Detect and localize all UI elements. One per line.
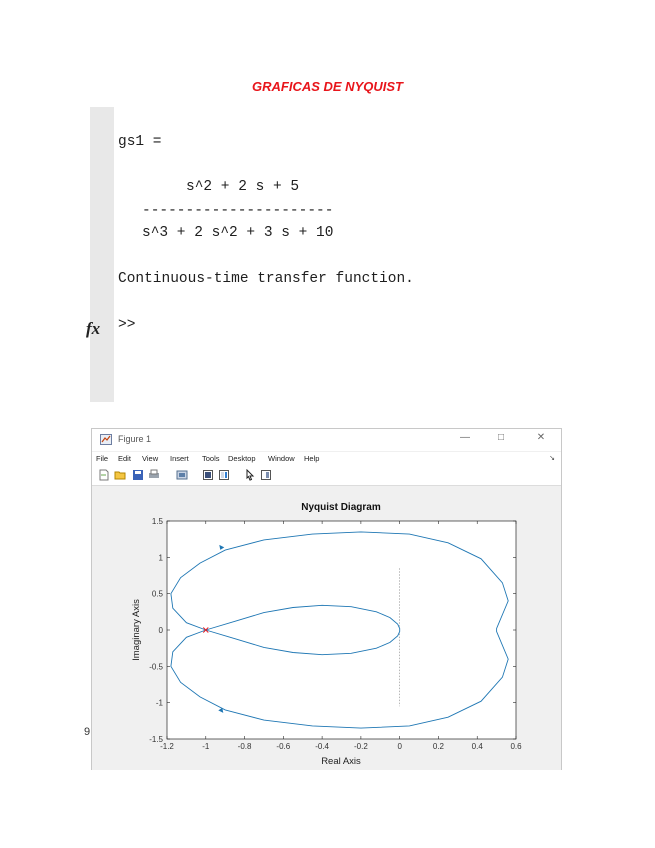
new-icon[interactable] [98, 469, 110, 481]
command-window-gutter [90, 107, 114, 402]
y-tick-label: 0 [158, 626, 163, 635]
save-icon[interactable] [132, 469, 144, 481]
x-tick-label: -0.2 [353, 742, 368, 751]
x-tick-label: 0 [397, 742, 402, 751]
figure-menubar [92, 452, 561, 466]
nyquist-plot[interactable] [92, 486, 561, 770]
menu-file[interactable]: File [96, 454, 109, 463]
x-tick-label: -1 [202, 742, 210, 751]
x-tick-label: 0.2 [432, 742, 445, 751]
property-editor-icon[interactable] [260, 469, 272, 481]
open-icon[interactable] [114, 469, 126, 481]
x-tick-label: 0.4 [471, 742, 483, 751]
print-icon[interactable] [148, 469, 160, 481]
assignment-line: gs1 = [118, 134, 162, 150]
command-window [86, 107, 496, 402]
y-axis-label: Imaginary Axis [131, 599, 142, 661]
figure-window-title: Figure 1 [118, 434, 152, 444]
y-tick-label: 1 [158, 553, 163, 563]
menu-window[interactable]: Window [268, 454, 295, 463]
menu-help[interactable]: Help [304, 454, 320, 463]
matlab-figure-icon [100, 434, 112, 445]
y-tick-label: -1 [155, 698, 163, 708]
axes-box [167, 521, 516, 739]
insert-colorbar-icon[interactable] [218, 469, 230, 481]
figure-window [91, 428, 562, 770]
menu-view[interactable]: View [142, 454, 159, 463]
numerator-line: s^2 + 2 s + 5 [186, 179, 300, 195]
minimize-button[interactable]: — [460, 432, 470, 443]
description-line: Continuous-time transfer function. [118, 271, 414, 287]
menu-edit[interactable]: Edit [118, 454, 131, 463]
x-tick-label: 0.6 [510, 742, 522, 751]
figure-toolbar [92, 466, 561, 486]
maximize-button[interactable]: □ [497, 432, 505, 443]
menu-insert[interactable]: Insert [170, 454, 189, 463]
dock-icon[interactable] [202, 469, 214, 481]
plot-area[interactable] [92, 486, 561, 770]
close-button[interactable]: ✕ [536, 432, 546, 443]
y-tick-label: 1.5 [151, 517, 163, 526]
print-preview-icon[interactable] [176, 469, 188, 481]
toolbar-toggle-icon[interactable]: ↘ [549, 455, 555, 462]
fraction-divider: ---------------------- [142, 203, 334, 219]
y-tick-label: -1.5 [149, 735, 163, 744]
y-tick-label: 0.5 [151, 589, 163, 599]
figure-titlebar[interactable] [92, 429, 561, 451]
x-axis-label: Real Axis [321, 756, 361, 767]
denominator-line: s^3 + 2 s^2 + 3 s + 10 [142, 225, 334, 241]
x-tick-label: -0.8 [237, 742, 252, 751]
menu-tools[interactable]: Tools [202, 454, 220, 463]
x-tick-label: -0.4 [315, 742, 330, 751]
pointer-icon[interactable] [244, 469, 256, 481]
fx-icon[interactable]: fx [86, 319, 101, 338]
document-title: GRAFICAS DE NYQUIST [252, 79, 403, 94]
stray-character: 9 [84, 726, 91, 738]
y-tick-label: -0.5 [149, 662, 163, 672]
menu-desktop[interactable]: Desktop [228, 454, 256, 463]
command-prompt[interactable]: >> [118, 317, 136, 333]
chart-title: Nyquist Diagram [301, 502, 381, 513]
x-tick-label: -1.2 [160, 742, 174, 751]
x-tick-label: -0.6 [276, 742, 291, 751]
